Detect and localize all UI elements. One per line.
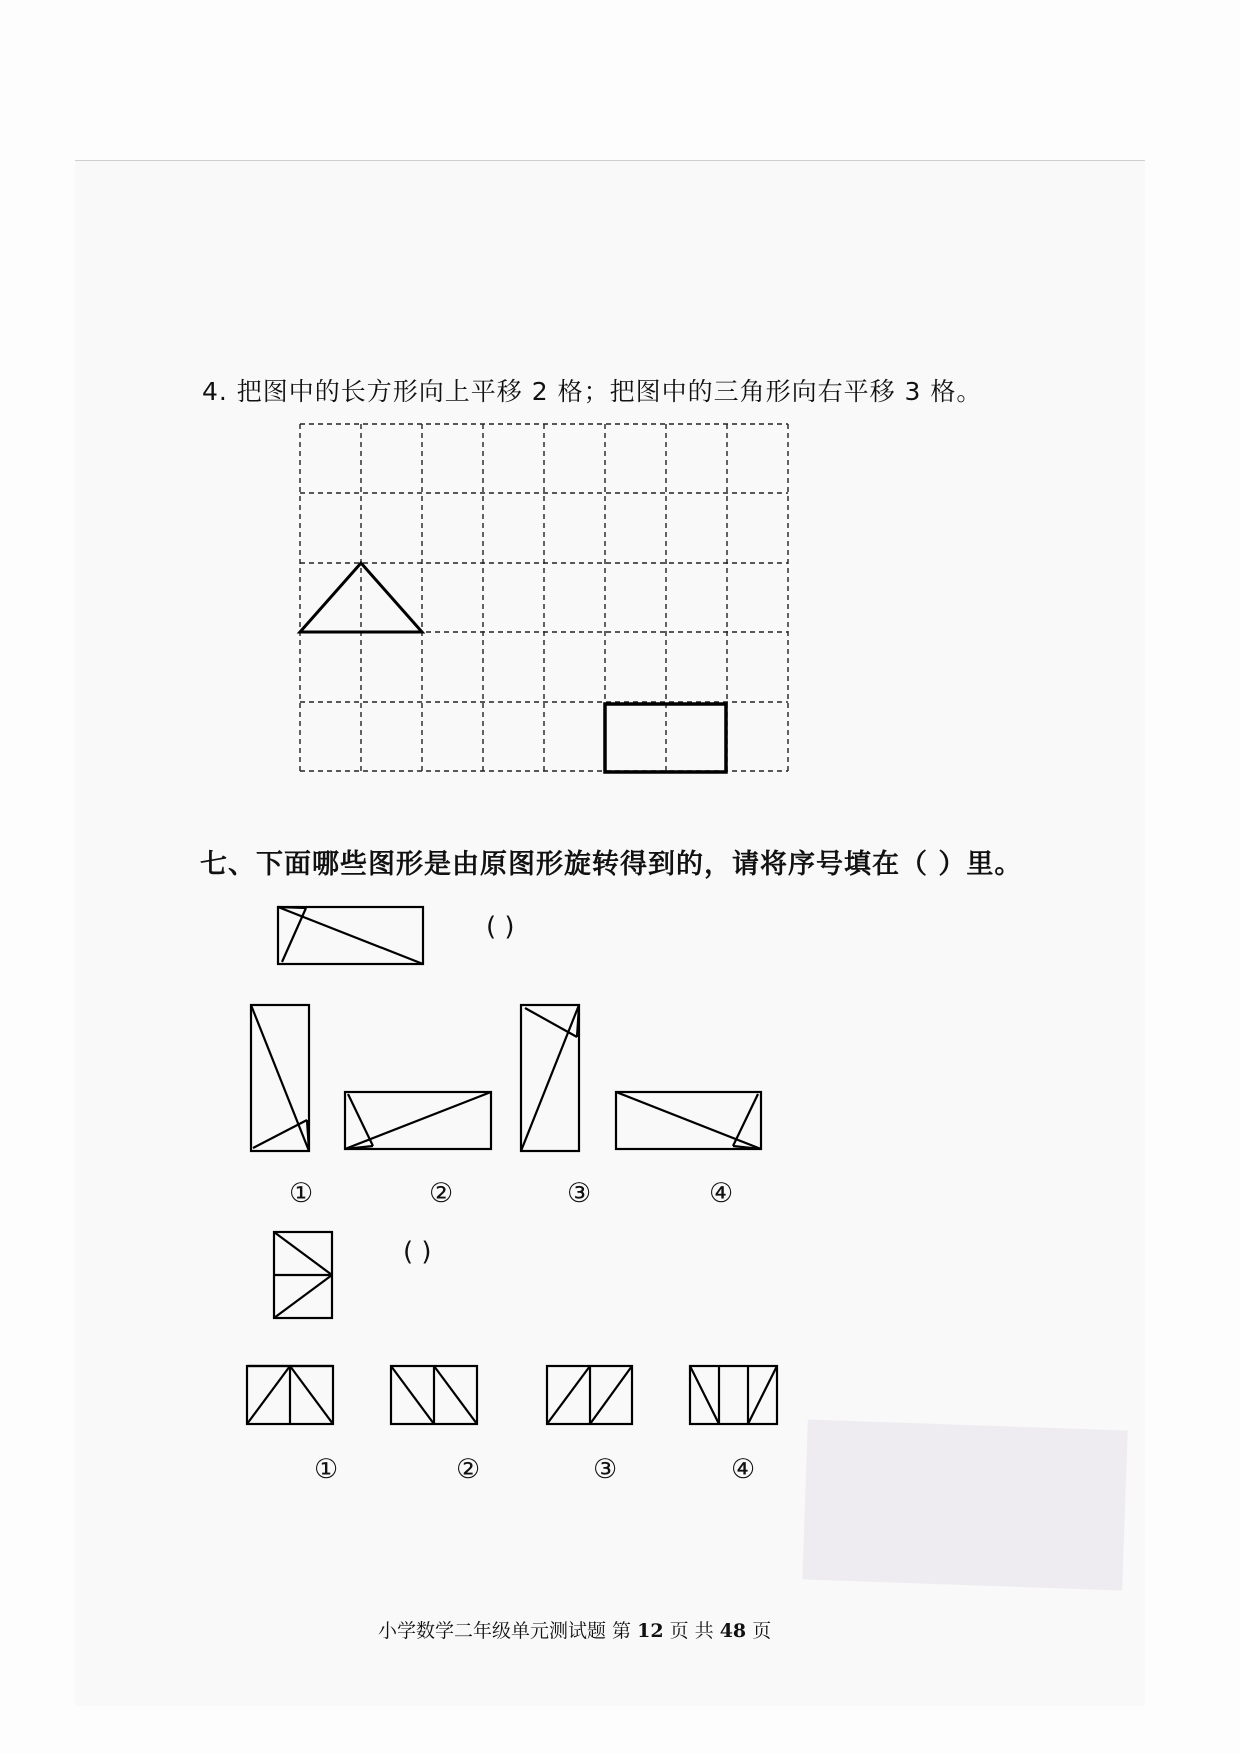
answer-blank-2[interactable]: ( ): [403, 1237, 432, 1267]
original-figure-2: [274, 1232, 332, 1318]
original-figure-1: [278, 907, 423, 964]
question-7-text: 七、下面哪些图形是由原图形旋转得到的，请将序号填在（ ）里。: [200, 849, 1023, 880]
answer-blank-1[interactable]: ( ): [486, 912, 515, 942]
group2-label-1: ①: [314, 1454, 339, 1485]
option-figure-2-4: [690, 1366, 777, 1424]
group2-label-2: ②: [456, 1454, 481, 1485]
group2-label-3: ③: [593, 1454, 618, 1485]
option-figure-1-4: [616, 1092, 761, 1149]
footer-prefix: 小学数学二年级单元测试题 第: [378, 1620, 632, 1642]
footer-middle: 页 共: [669, 1620, 714, 1642]
group1-label-4: ④: [709, 1178, 734, 1209]
translation-grid: [300, 424, 788, 771]
footer-suffix: 页: [752, 1620, 772, 1642]
option-figure-1-1: [251, 1005, 309, 1151]
footer-total-pages: 48: [719, 1620, 747, 1642]
option-figure-2-3: [547, 1366, 632, 1424]
option-figure-1-2: [345, 1092, 491, 1149]
option-figure-2-2: [391, 1366, 477, 1424]
option-figure-1-3: [521, 1005, 579, 1151]
page-footer: [378, 1616, 771, 1643]
group1-label-1: ①: [289, 1178, 314, 1209]
group1-label-3: ③: [567, 1178, 592, 1209]
option-figure-2-1: [247, 1366, 333, 1424]
footer-page-number: 12: [637, 1620, 664, 1642]
question-4-text: 4. 把图中的长方形向上平移 2 格；把图中的三角形向右平移 3 格。: [202, 377, 983, 406]
group2-label-4: ④: [731, 1454, 756, 1485]
group1-label-2: ②: [429, 1178, 454, 1209]
